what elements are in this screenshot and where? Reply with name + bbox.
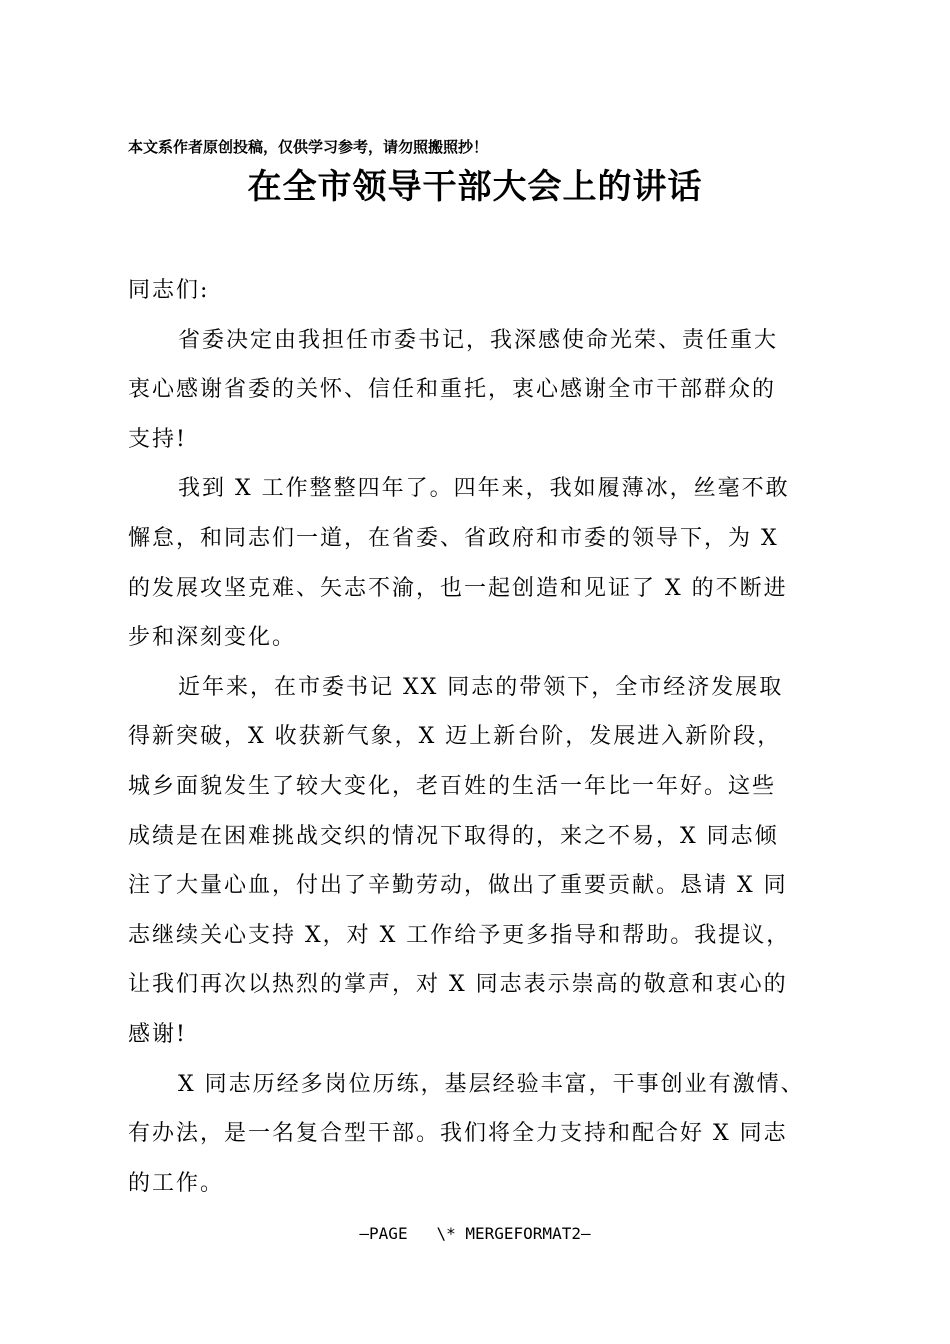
text-line: 志继续关心支持 X，对 X 工作给予更多指导和帮助。我提议， [128, 922, 791, 948]
text-line: 得新突破，X 收获新气象，X 迈上新台阶，发展进入新阶段， [128, 724, 782, 750]
paragraph [128, 316, 828, 465]
text-line: 的发展攻坚克难、矢志不渝，也一起创造和见证了 X 的不断进 [128, 575, 788, 601]
text-line: X 同志历经多岗位历练，基层经验丰富，干事创业有激情、 [178, 1071, 805, 1097]
paragraph [128, 1060, 828, 1209]
text-line: 我到 X 工作整整四年了。四年来，我如履薄冰，丝毫不敢 [178, 476, 790, 502]
text-line: 近年来，在市委书记 XX 同志的带领下，全市经济发展取 [178, 674, 784, 700]
text-line: 衷心感谢省委的关怀、信任和重托，衷心感谢全市干部群众的 [128, 377, 777, 403]
paragraph [128, 464, 828, 662]
copyright-notice: 本文系作者原创投稿，仅供学习参考，请勿照搬照抄！ [128, 138, 489, 156]
paragraph [128, 663, 828, 1060]
page-footer: —PAGE \* MERGEFORMAT2— [359, 1224, 591, 1243]
text-line: 懈怠，和同志们一道，在省委、省政府和市委的领导下，为 X [128, 525, 779, 551]
text-line: 有办法，是一名复合型干部。我们将全力支持和配合好 X 同志 [128, 1121, 788, 1147]
speech-body [128, 266, 828, 1208]
text-line: 注了大量心血，付出了辛勤劳动，做出了重要贡献。恳请 X 同 [128, 873, 788, 899]
text-line: 成绩是在困难挑战交织的情况下取得的，来之不易，X 同志倾 [128, 823, 779, 849]
greeting: 同志们: [128, 278, 210, 303]
text-line: 让我们再次以热烈的掌声，对 X 同志表示崇高的敬意和衷心的 [128, 972, 788, 998]
document-title: 在全市领导干部大会上的讲话 [247, 167, 703, 207]
text-line: 感谢! [128, 1021, 187, 1047]
text-line: 步和深刻变化。 [128, 625, 297, 651]
text-line: 城乡面貌发生了较大变化，老百姓的生活一年比一年好。这些 [128, 773, 777, 799]
text-line: 省委决定由我担任市委书记，我深感使命光荣、责任重大 [178, 327, 779, 353]
text-line: 的工作。 [128, 1170, 225, 1196]
text-line: 支持! [128, 426, 187, 452]
